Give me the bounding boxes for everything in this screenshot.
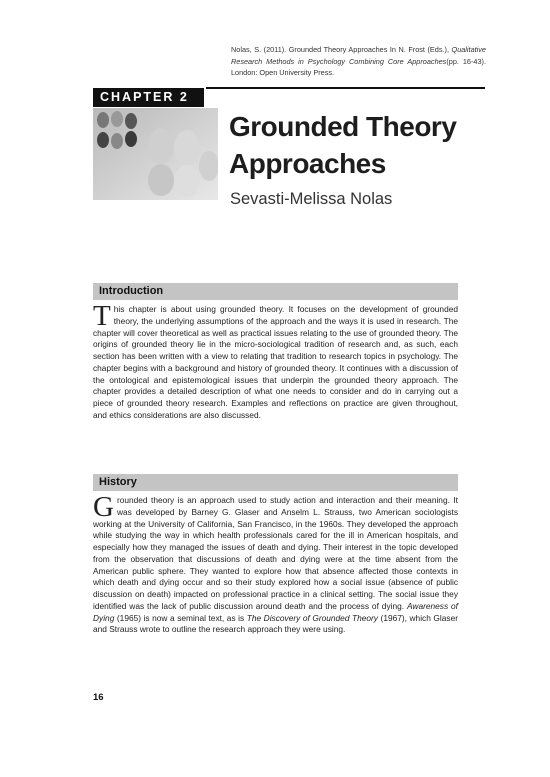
chapter-title bbox=[229, 108, 479, 182]
chapter-title-line-1: Grounded Theory bbox=[229, 111, 457, 142]
history-body-2: (1965) is now a seminal text, as is bbox=[116, 612, 245, 623]
author-name: Sevasti-Melissa Nolas bbox=[230, 190, 393, 208]
introduction-dropcap: T bbox=[93, 300, 111, 332]
chapter-label: CHAPTER 2 bbox=[93, 88, 204, 107]
citation-book-title: Qualitative Research Methods in Psychology Combining Core Approaches bbox=[231, 45, 486, 66]
eggs-photo-image bbox=[93, 108, 218, 200]
introduction-paragraph bbox=[93, 300, 458, 422]
citation-tail: (pp. 16-43). London: Open University Press. bbox=[231, 56, 486, 78]
history-heading: History bbox=[93, 474, 458, 491]
citation bbox=[231, 44, 486, 79]
page-number: 16 bbox=[93, 692, 104, 703]
chapter-photo bbox=[93, 108, 218, 200]
chapter-rule bbox=[206, 87, 485, 89]
chapter-title-line-2: Approaches bbox=[229, 148, 386, 179]
history-book-1: Awareness of Dying bbox=[93, 600, 458, 623]
history-book-2: The Discovery of Grounded Theory bbox=[246, 612, 378, 623]
history-dropcap: G bbox=[93, 491, 114, 523]
introduction-body: his chapter is about using grounded theory. It focuses on the development of grounded theory, the underlying assumptions of the approach and the ways it is used in research. The chapter will cover theoretical as well as practical issues relating to the use of grounded theory. The origins of grounded theory lie in the micro-sociological tradition of research and, as such, each section has been written with a view to relating that tradition to research topics in psychology. The chapter begins with a background and history of grounded theory. It continues with a discussion of the ontological and epistemological issues that underpin the grounded theory approach. The chapter provides a detailed description of what one needs to consider and do in carrying out a piece of grounded theory research. Examples and reflections on practice are given throughout, and ethics considerations are also discussed. bbox=[93, 304, 458, 420]
history-body-3: (1967), which Glaser and Strauss wrote to outline the research approach they were using. bbox=[93, 612, 458, 635]
history-body-1: rounded theory is an approach used to study action and interaction and their meaning. It was developed by Barney G. Glaser and Anselm L. Strauss, two American sociologists working at the University of California, San Francisco, in the 1960s. They developed the approach while studying the way in which health professionals cared for the ill in American hospitals, and especially how they managed the issues of death and dying. Their interest in the topic developed from the observation that discussions of death and dying were at the time absent from the American public sphere. They wanted to explore how that absence affected those contexts in which death and dying occur and so their study explored how a social issue (absence of public discussion on death) impacted on professional practice in a clinical setting. The social issue they identified was the lack of public discussion around death and the process of dying. bbox=[93, 495, 458, 611]
history-paragraph bbox=[93, 491, 458, 636]
citation-lead: Nolas, S. (2011). Grounded Theory Approaches In N. Frost (Eds.), bbox=[231, 45, 449, 54]
introduction-heading: Introduction bbox=[93, 283, 458, 300]
